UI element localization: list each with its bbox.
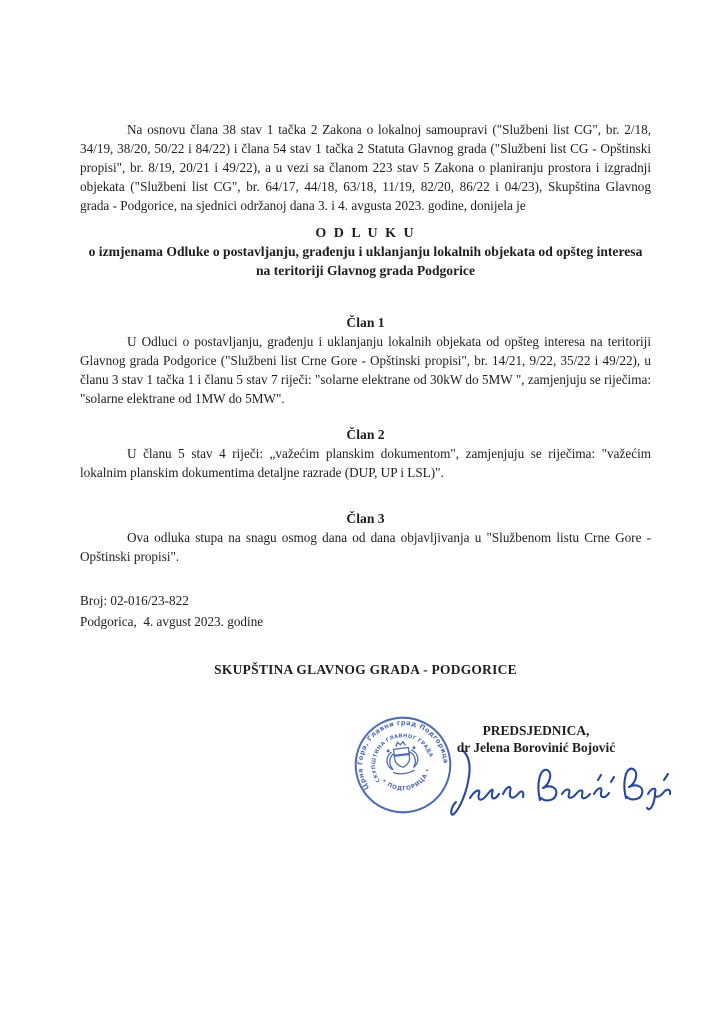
svg-text:Црна Гора, Главни град Подгори <box>351 713 452 791</box>
place-date: Podgorica, 4. avgust 2023. godine <box>80 614 264 629</box>
article-3-heading: Član 3 <box>346 511 385 526</box>
document-content <box>80 120 651 691</box>
article-2-body: U članu 5 stav 4 riječi: „važećim planskim dokumentom", zamjenjuju se riječima: "važećim lokalnim planskim dokumentima detaljne razrade (DUP, UP i LSL)". <box>80 446 651 480</box>
reference-number: Broj: 02-016/23-822 <box>80 593 189 608</box>
stamp-inner-ring-top-text: СКУПШТИНА ГЛАВНОГ ГРАДА <box>371 733 434 784</box>
article-1-body: U Odluci o postavljanju, građenju i uklanjanju lokalnih objekata od opšteg interesa na teritoriji Glavnog grada Podgorice ("Službeni list Crne Gore - Opštinski propisi", br. 14/21, 9/22, 35/22 i 49/22), u članu 3 stav 1 tačka 1 i članu 5 stav 7 riječi: "solarne elektrane od 30kW do 5MW ", zamjenjuju se riječima: "solarne elektrane od 1MW do 5MW". <box>80 334 651 406</box>
svg-text:• ПОДГОРИЦА • <box>379 767 434 795</box>
signatory-name: dr Jelena Borovinić Bojović <box>456 740 616 755</box>
article-2-heading: Član 2 <box>346 427 385 442</box>
preamble-paragraph: Na osnovu člana 38 stav 1 tačka 2 Zakona o lokalnoj samoupravi ("Službeni list CG", br. 2/18, 34/19, 38/20, 50/22 i 84/22) i člana 54 stav 1 tačka 2 Statuta Glavnog grada ("Službeni list CG - Opštinski propisi", br. 8/19, 20/21 i 49/22), a u vezi sa članom 223 stav 5 Zakona o planiranju prostora i izgradnji objekata ("Službeni list CG", br. 64/17, 44/18, 63/18, 11/19, 82/20, 86/22 i 04/23), Skupština Glavnog grada - Podgorice, na sjednici održanoj dana 3. i 4. avgusta 2023. godine, donijela je <box>80 122 651 213</box>
signatory-block <box>438 722 634 756</box>
stamp-outer-ring-text: Црна Гора, Главни град Подгорица <box>356 718 450 792</box>
decision-subtitle: o izmjenama Odluke o postavljanju, građenju i uklanjanju lokalnih objekata od opšteg interesa na teritoriji Glavnog grada Podgorice <box>88 244 643 278</box>
signatory-title: PREDSJEDNICA, <box>482 723 590 738</box>
stamp-inner-ring-bottom-text: • ПОДГОРИЦА • <box>380 767 432 793</box>
signoff-block <box>80 590 651 632</box>
article-3-body: Ova odluka stupa na snagu osmog dana od dana objavljivanja u "Službenom listu Crne Gore - Opštinski propisi". <box>80 530 651 564</box>
decision-title: O D L U K U <box>315 226 416 241</box>
article-1-heading: Član 1 <box>346 315 385 330</box>
institution-name: SKUPŠTINA GLAVNOG GRADA - PODGORICE <box>214 662 517 677</box>
stamp-coat-of-arms-icon <box>385 740 419 775</box>
